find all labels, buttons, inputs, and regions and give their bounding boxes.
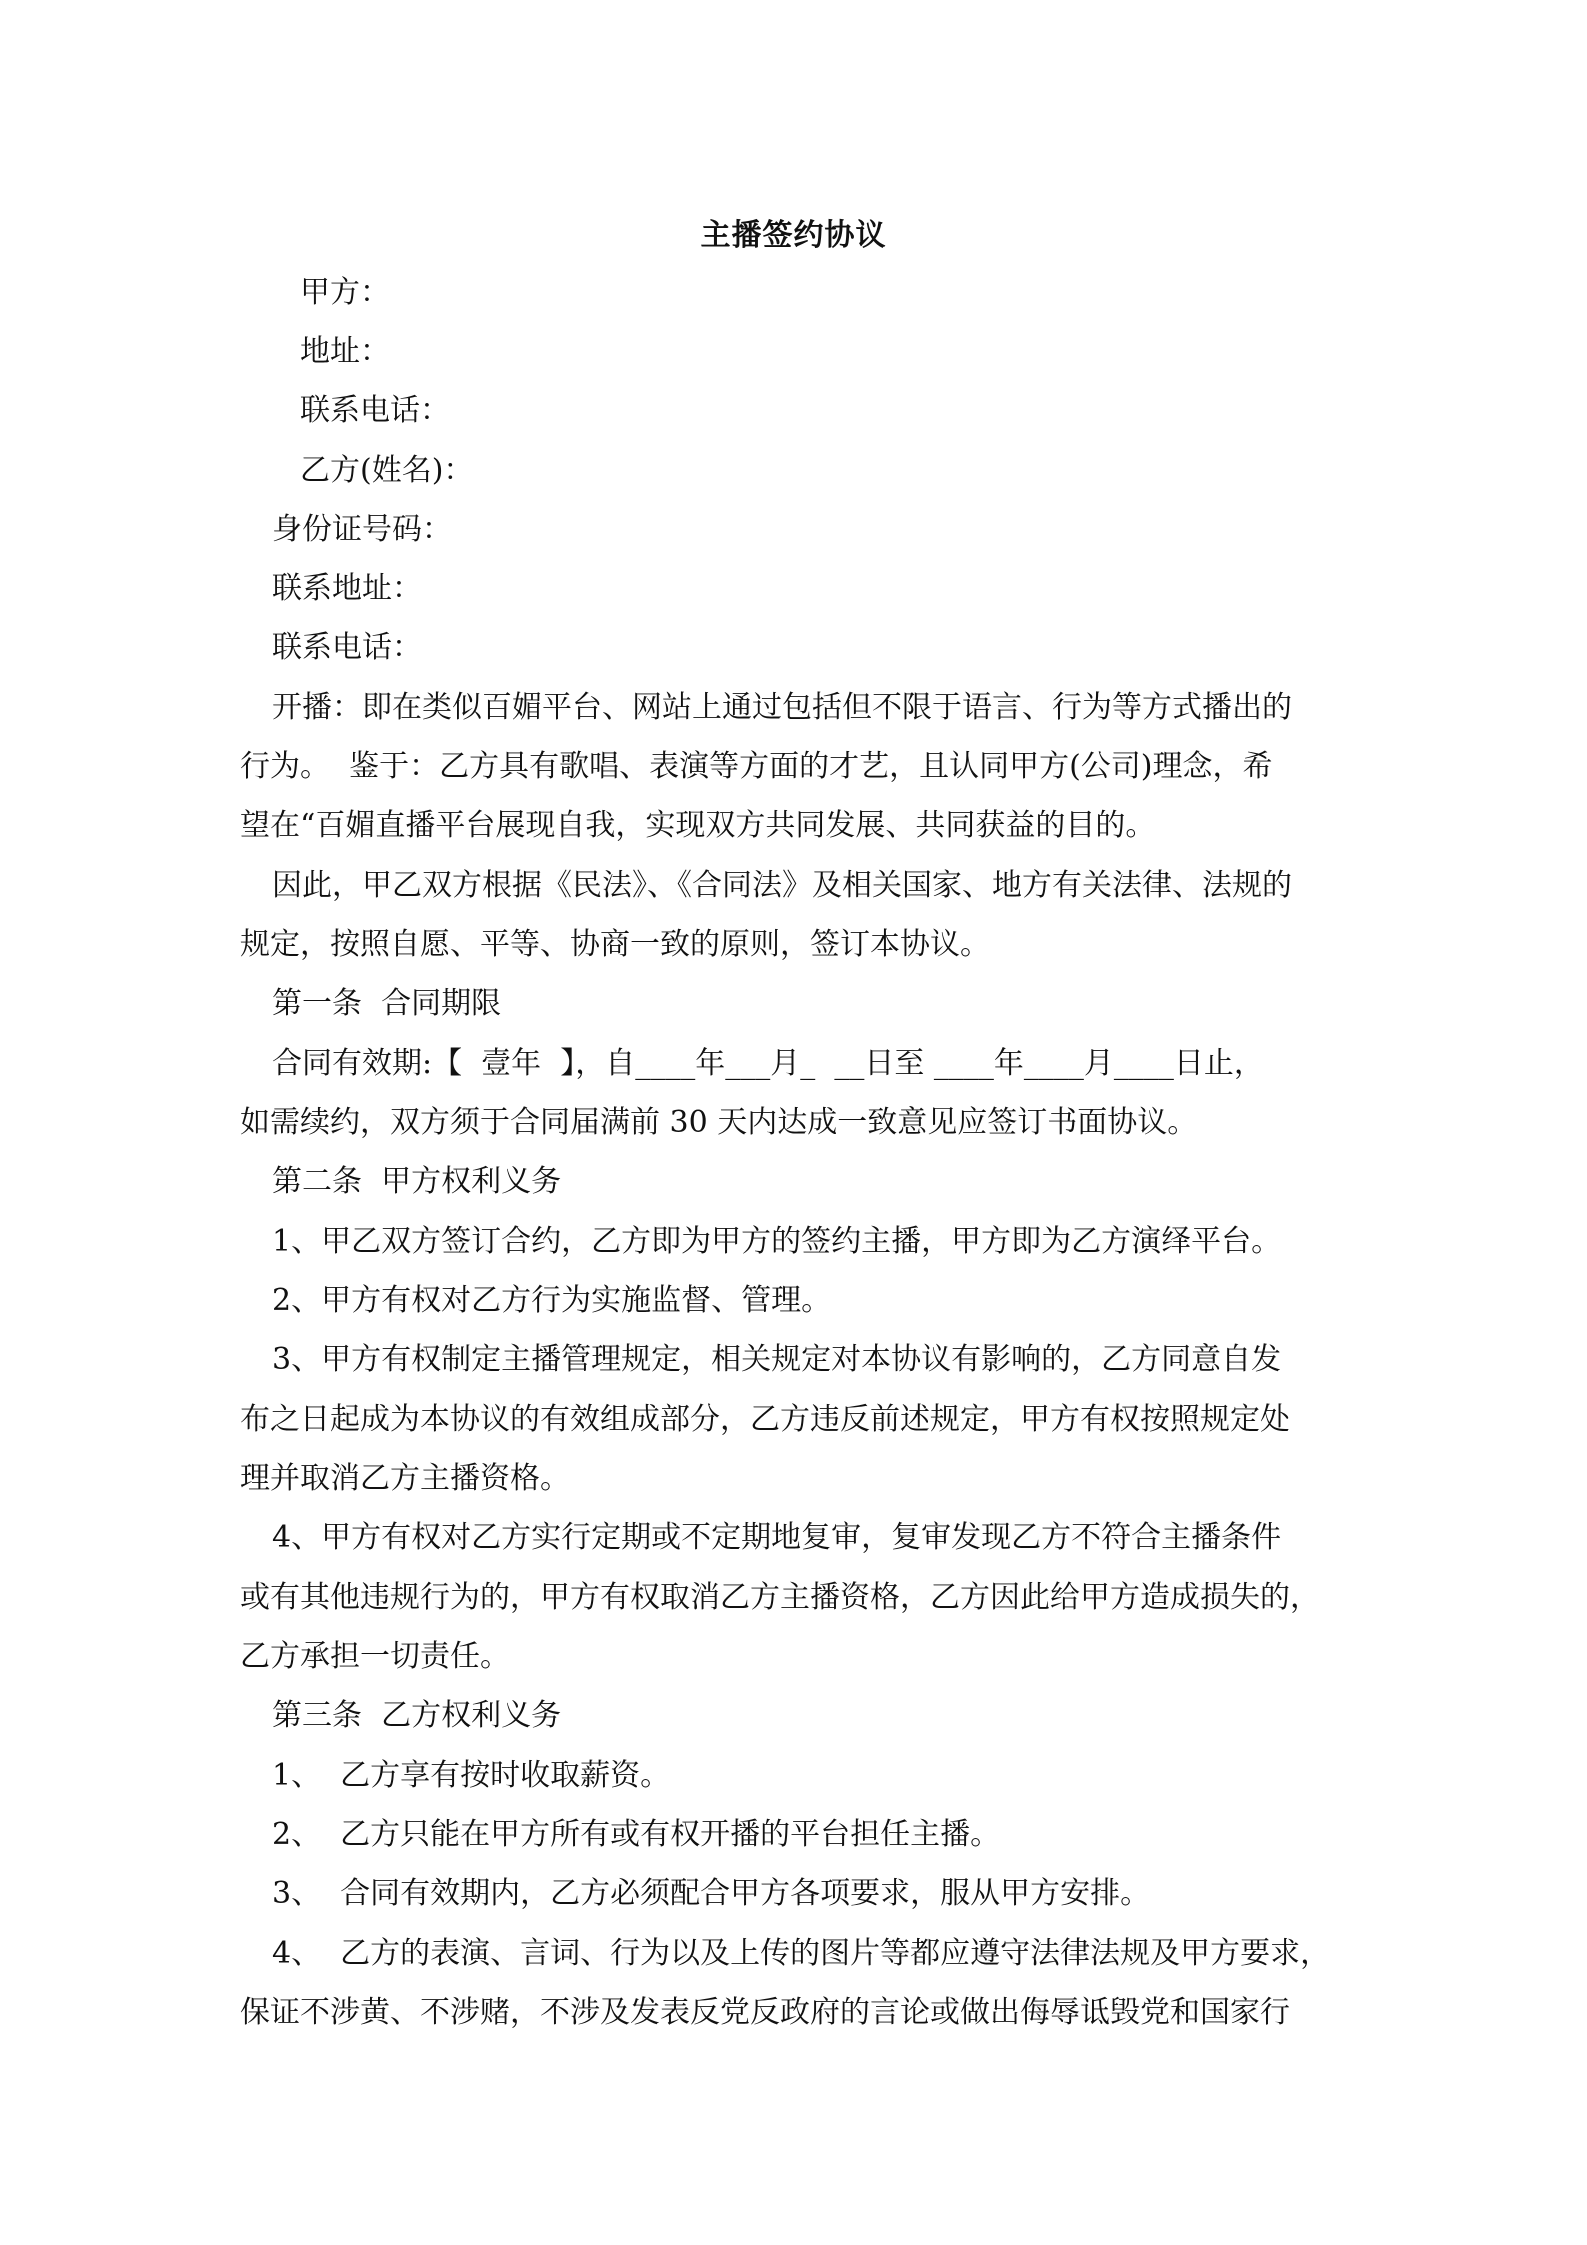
paragraph-line: 4、甲方有权对乙方实行定期或不定期地复审，复审发现乙方不符合主播条件 xyxy=(272,1520,1282,1555)
section-heading: 第一条 合同期限 xyxy=(272,986,502,1021)
paragraph-line: 布之日起成为本协议的有效组成部分，乙方违反前述规定，甲方有权按照规定处 xyxy=(240,1402,1290,1437)
paragraph-line: 合同有效期:【 壹年 】，自____年___月_ __日至 ____年____月____日止， xyxy=(272,1046,1264,1081)
paragraph-line: 1、甲乙双方签订合约，乙方即为甲方的签约主播，甲方即为乙方演绎平台。 xyxy=(272,1224,1282,1259)
paragraph-line: 或有其他违规行为的，甲方有权取消乙方主播资格，乙方因此给甲方造成损失的， xyxy=(240,1580,1320,1615)
paragraph-line: 3、 合同有效期内，乙方必须配合甲方各项要求，服从甲方安排。 xyxy=(272,1876,1151,1911)
party-b-id-label: 身份证号码： xyxy=(272,512,452,547)
paragraph-line: 4、 乙方的表演、言词、行为以及上传的图片等都应遵守法律法规及甲方要求， xyxy=(272,1936,1331,1971)
paragraph-line: 望在“百媚直播平台展现自我，实现双方共同发展、共同获益的目的。 xyxy=(240,808,1156,843)
section-heading: 第三条 乙方权利义务 xyxy=(272,1698,562,1733)
party-b-phone-label: 联系电话： xyxy=(272,630,422,665)
paragraph-line: 行为。 鉴于：乙方具有歌唱、表演等方面的才艺，且认同甲方(公司)理念，希 xyxy=(240,749,1273,784)
party-a-phone-label: 联系电话： xyxy=(300,393,450,428)
party-a-address-label: 地址： xyxy=(300,334,390,369)
section-heading: 第二条 甲方权利义务 xyxy=(272,1164,562,1199)
document-title: 主播签约协议 xyxy=(700,218,887,253)
paragraph-line: 1、 乙方享有按时收取薪资。 xyxy=(272,1758,671,1793)
paragraph-line: 如需续约，双方须于合同届满前 30 天内达成一致意见应签订书面协议。 xyxy=(240,1105,1198,1140)
paragraph-line: 2、甲方有权对乙方行为实施监督、管理。 xyxy=(272,1283,832,1318)
paragraph-line: 理并取消乙方主播资格。 xyxy=(240,1461,570,1496)
paragraph-line: 2、 乙方只能在甲方所有或有权开播的平台担任主播。 xyxy=(272,1817,1001,1852)
party-a-name-label: 甲方： xyxy=(300,275,390,310)
paragraph-line: 因此，甲乙双方根据《民法》、《合同法》及相关国家、地方有关法律、法规的 xyxy=(272,868,1292,903)
party-b-name-label: 乙方(姓名)： xyxy=(300,453,474,488)
paragraph-line: 开播：即在类似百媚平台、网站上通过包括但不限于语言、行为等方式播出的 xyxy=(272,690,1292,725)
paragraph-line: 规定，按照自愿、平等、协商一致的原则，签订本协议。 xyxy=(240,927,990,962)
paragraph-line: 保证不涉黄、不涉赌，不涉及发表反党反政府的言论或做出侮辱诋毁党和国家行 xyxy=(240,1995,1290,2030)
paragraph-line: 乙方承担一切责任。 xyxy=(240,1639,510,1674)
party-b-address-label: 联系地址： xyxy=(272,571,422,606)
paragraph-line: 3、甲方有权制定主播管理规定，相关规定对本协议有影响的，乙方同意自发 xyxy=(272,1342,1282,1377)
